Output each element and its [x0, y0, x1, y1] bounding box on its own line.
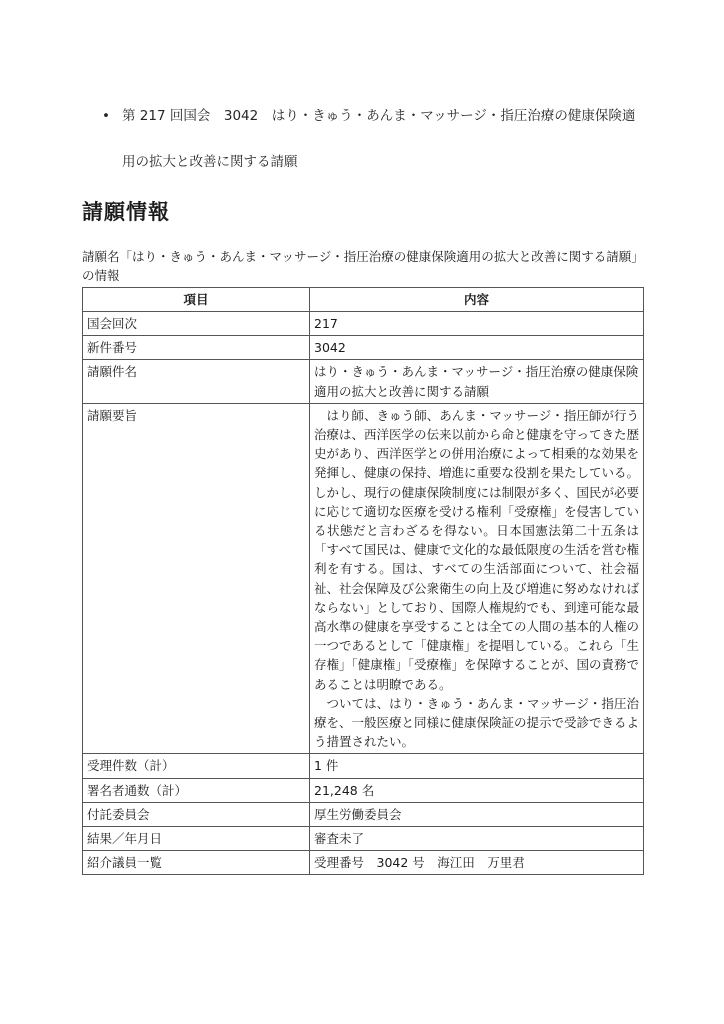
- row-value-committee: 厚生労働委員会: [310, 802, 644, 826]
- column-header-content: 内容: [310, 288, 644, 312]
- row-value-signatures: 21,248 名: [310, 778, 644, 802]
- table-row: [83, 360, 644, 403]
- section-title: 請願情報: [82, 200, 170, 224]
- table-row: [83, 778, 644, 802]
- row-label-number: 新件番号: [83, 336, 310, 360]
- row-value-received-count: 1 件: [310, 754, 644, 778]
- table-row: [83, 403, 644, 754]
- table-header-row: [83, 288, 644, 312]
- table-row: [83, 802, 644, 826]
- row-value-result: 審査未了: [310, 827, 644, 851]
- row-label-signatures: 署名者通数（計）: [83, 778, 310, 802]
- table-caption: 請願名「はり・きゅう・あんま・マッサージ・指圧治療の健康保険適用の拡大と改善に関する請願」の情報: [82, 249, 644, 283]
- row-value-introducers: 受理番号 3042 号 海江田 万里君: [310, 851, 644, 875]
- row-label-committee: 付託委員会: [83, 802, 310, 826]
- table-row: [83, 827, 644, 851]
- row-label-result: 結果／年月日: [83, 827, 310, 851]
- summary-paragraph-1: はり師、きゅう師、あんま・マッサージ・指圧師が行う治療は、西洋医学の伝来以前から命と健康を守ってきた歴史があり、西洋医学との併用治療によって相乗的な効果を発揮し、健康の保持、増進に重要な役割を果たしている。しかし、現行の健康保険制度には制限が多く、国民が必要に応じて適切な医療を受ける権利「受療権」を侵害している状態だと言わざるを得ない。日本国憲法第二十五条は「すべて国民は、健康で文化的な最低限度の生活を営む権利を有する。国は、すべての生活部面について、社会福祉、社会保障及び公衆衛生の向上及び増進に努めなければならない」としており、国際人権規約でも、到達可能な最高水準の健康を享受することは全ての人間の基本的人権の一つであるとして「健康権」を提唱している。これら「生存権」「健康権」「受療権」を保障することが、国の責務であることは明瞭である。: [314, 407, 640, 692]
- table-row: [83, 312, 644, 336]
- row-label-session: 国会回次: [83, 312, 310, 336]
- row-label-received-count: 受理件数（計）: [83, 754, 310, 778]
- row-value-summary: [310, 403, 644, 754]
- row-label-summary: 請願要旨: [83, 403, 310, 754]
- bullet-icon: •: [102, 108, 110, 124]
- row-value-session: 217: [310, 312, 644, 336]
- petition-info-table: [82, 287, 644, 875]
- petition-header: [102, 93, 662, 185]
- row-label-subject: 請願件名: [83, 360, 310, 403]
- row-label-introducers: 紹介議員一覧: [83, 851, 310, 875]
- table-row: [83, 754, 644, 778]
- column-header-item: 項目: [83, 288, 310, 312]
- petition-header-line1: 第 217 回国会 3042 はり・きゅう・あんま・マッサージ・指圧治療の健康保険適: [122, 108, 636, 124]
- summary-paragraph-2: ついては、はり・きゅう・あんま・マッサージ・指圧治療を、一般医療と同様に健康保険証の提示で受診できるよう措置されたい。: [314, 695, 640, 750]
- row-value-subject: はり・きゅう・あんま・マッサージ・指圧治療の健康保険適用の拡大と改善に関する請願: [310, 360, 644, 403]
- row-value-number: 3042: [310, 336, 644, 360]
- petition-header-line2: 用の拡大と改善に関する請願: [122, 154, 298, 170]
- table-row: [83, 851, 644, 875]
- table-row: [83, 336, 644, 360]
